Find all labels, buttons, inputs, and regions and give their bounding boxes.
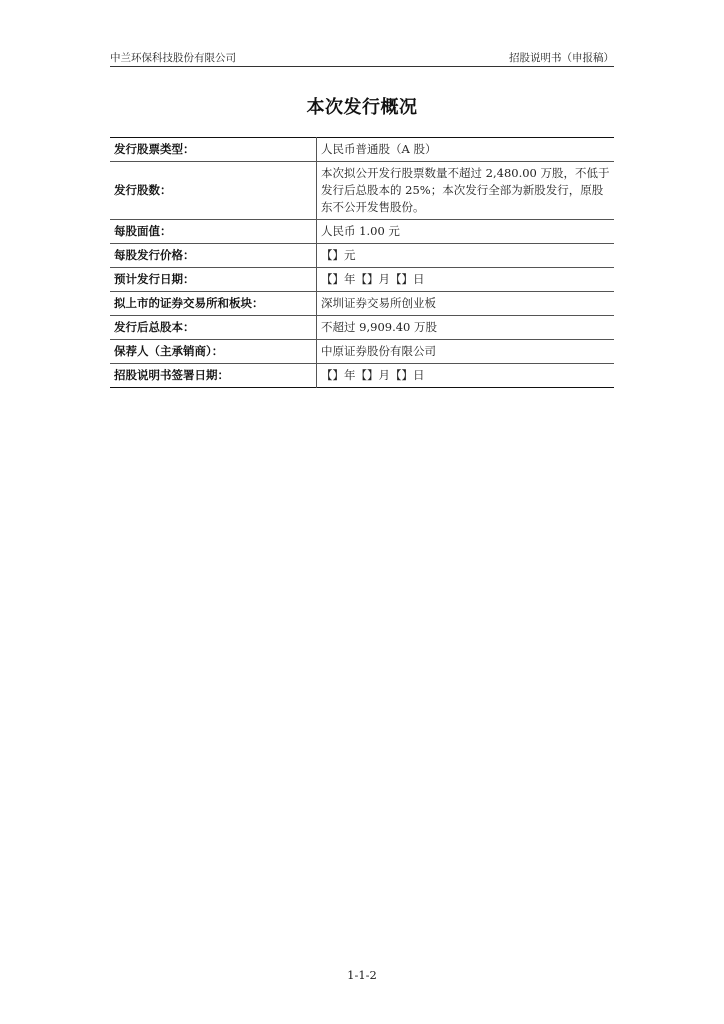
table-row — [110, 244, 614, 268]
page-title: 本次发行概况 — [306, 97, 418, 118]
row-label-stock-type: 发行股票类型： — [110, 138, 317, 162]
row-label-sponsor: 保荐人（主承销商）： — [110, 340, 317, 364]
table-row — [110, 220, 614, 244]
page-header — [110, 50, 614, 66]
row-value-par-value: 人民币 1.00 元 — [317, 220, 615, 244]
row-value-issue-date: 【】年【】月【】日 — [317, 268, 615, 292]
table-row — [110, 162, 614, 220]
row-value-total-shares: 不超过 9,909.40 万股 — [317, 316, 615, 340]
row-label-signing-date: 招股说明书签署日期： — [110, 364, 317, 388]
header-company-name: 中兰环保科技股份有限公司 — [110, 52, 236, 64]
row-label-par-value: 每股面值： — [110, 220, 317, 244]
table-row — [110, 364, 614, 388]
row-label-issue-date: 预计发行日期： — [110, 268, 317, 292]
row-label-total-shares: 发行后总股本： — [110, 316, 317, 340]
table-row — [110, 292, 614, 316]
table-row — [110, 268, 614, 292]
row-label-share-count: 发行股数： — [110, 162, 317, 220]
row-value-sponsor: 中原证券股份有限公司 — [317, 340, 615, 364]
row-label-exchange: 拟上市的证券交易所和板块： — [110, 292, 317, 316]
row-label-issue-price: 每股发行价格： — [110, 244, 317, 268]
header-document-type: 招股说明书（申报稿） — [509, 52, 614, 64]
row-value-share-count: 本次拟公开发行股票数量不超过 2,480.00 万股，不低于发行后总股本的 25%；本次发行全部为新股发行，原股东不公开发售股份。 — [317, 162, 615, 220]
row-value-stock-type: 人民币普通股（A 股） — [321, 142, 437, 156]
table-row — [110, 138, 614, 162]
page-number: 1-1-2 — [347, 968, 377, 982]
table-row — [110, 340, 614, 364]
header-divider — [110, 66, 614, 67]
row-value-issue-price: 【】元 — [317, 244, 615, 268]
table-row — [110, 316, 614, 340]
row-value-exchange: 深圳证券交易所创业板 — [317, 292, 615, 316]
offering-overview-table — [110, 137, 614, 388]
row-value-signing-date: 【】年【】月【】日 — [317, 364, 615, 388]
